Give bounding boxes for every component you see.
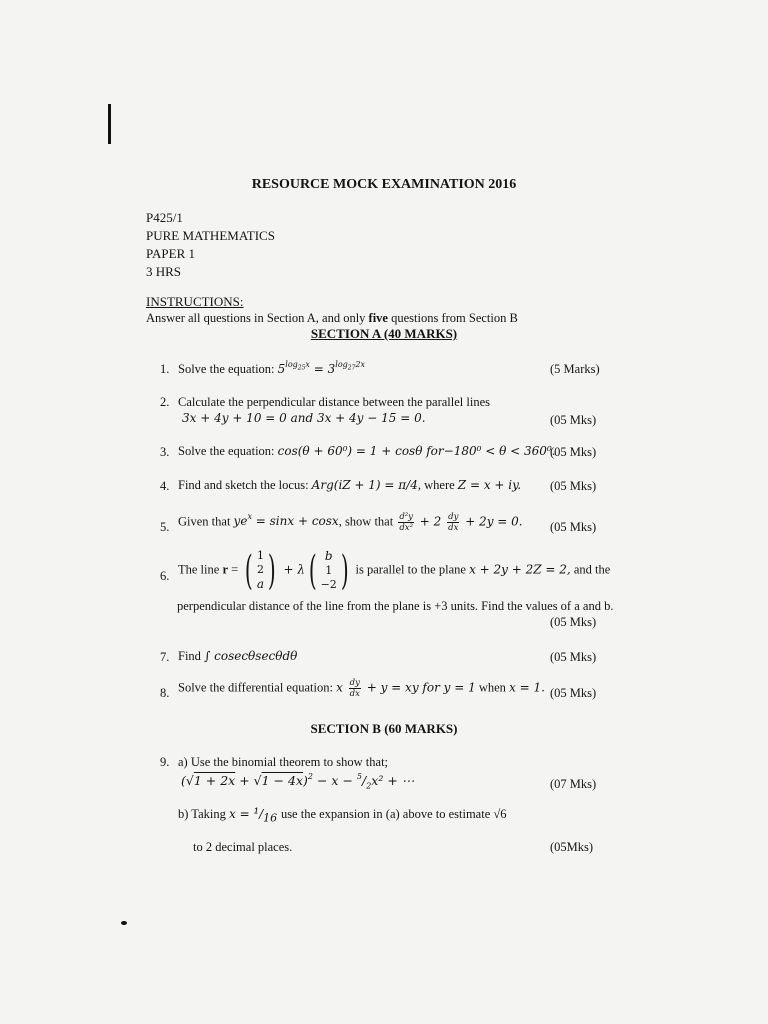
question-number: 7.: [160, 650, 170, 664]
subject: PURE MATHEMATICS: [146, 228, 275, 243]
question-3-marks: (05 Mks): [550, 445, 597, 459]
question-3: Solve the equation: cos(θ + 60⁰) = 1 + cosθ for−180⁰ < θ < 360⁰.: [178, 444, 556, 458]
question-7: Find ∫ cosecθsecθdθ: [178, 649, 298, 663]
right-paren-icon: ): [340, 547, 349, 594]
question-4-marks: (05 Mks): [550, 479, 597, 493]
question-number: 4.: [160, 479, 170, 493]
question-6-line2: perpendicular distance of the line from the plane is +3 units. Find the values of a and b.: [177, 599, 614, 613]
question-number: 8.: [160, 686, 170, 700]
question-1: Solve the equation: $5^{log_{25}x} = 3^{log_{27}2x}$: [178, 360, 366, 376]
right-paren-icon: ): [267, 547, 276, 594]
question-number: 9.: [160, 755, 170, 769]
duration: 3 HRS: [146, 264, 182, 279]
section-b-heading: SECTION B (60 MARKS): [310, 721, 458, 736]
paper-number: PAPER 1: [146, 246, 196, 261]
question-number: 6.: [160, 569, 170, 583]
question-number: 1.: [160, 362, 170, 376]
question-9a: a) Use the binomial theorem to show that;: [178, 755, 389, 769]
question-2-lines: 3x + 4y + 10 = 0 and 3x + 4y − 15 = 0.: [182, 411, 426, 425]
paper-code: P425/1: [146, 210, 183, 225]
question-5-marks: (05 Mks): [550, 520, 597, 534]
question-7-marks: (05 Mks): [550, 650, 597, 664]
vector-2: b 1 −2: [320, 549, 337, 591]
question-4: Find and sketch the locus: Arg(iZ + 1) = π/4, where Z = x + iy.: [178, 478, 522, 492]
question-8-marks: (05 Mks): [550, 686, 597, 700]
left-paren-icon: (: [308, 547, 317, 594]
scan-mark: [108, 104, 111, 144]
question-number: 2.: [160, 395, 170, 409]
question-number: 3.: [160, 445, 170, 459]
instructions-heading: INSTRUCTIONS:: [146, 294, 244, 309]
question-9b-line2: to 2 decimal places.: [193, 840, 293, 854]
question-6-marks: (05 Mks): [550, 615, 597, 629]
scan-speck: [121, 921, 127, 925]
section-a-heading: SECTION A (40 MARKS): [310, 326, 458, 341]
question-9a-marks: (07 Mks): [550, 777, 597, 791]
question-9b: b) Taking $x = ^1/_{16}$ use the expansion in (a) above to estimate √6: [178, 806, 507, 825]
left-paren-icon: (: [245, 547, 254, 594]
instructions-text: Answer all questions in Section A, and only five questions from Section B: [146, 311, 518, 325]
exam-title: RESOURCE MOCK EXAMINATION 2016: [251, 177, 517, 192]
question-2: Calculate the perpendicular distance between the parallel lines: [178, 395, 491, 409]
vector-1: 1 2 a: [256, 549, 265, 591]
question-5: Given that $ye^x = \sin x + \cos x$, show that $\frac{\text{d²y}}{\text{dx²}}$ + 2 $\frac{dy}{dx}$ + 2y = 0.: [178, 512, 523, 533]
question-2-marks: (05 Mks): [550, 413, 597, 427]
question-9b-marks: (05Mks): [550, 840, 594, 854]
question-8: Solve the differential equation: x $\frac{dy}{dx}$ + y = xy for y = 1 when x = 1.: [178, 678, 545, 699]
question-9a-expression: $(√1 + 2x + √1 - 4x)^2 - x - ^5/_2x^2$ + ⋯: [181, 772, 415, 791]
question-6: The line r = ( 1 2 a) + λ( b 1 −2) is parallel to the plane x + 2y + 2Z = 2, and the: [178, 547, 611, 594]
question-1-marks: (5 Marks): [550, 362, 600, 376]
question-number: 5.: [160, 520, 170, 534]
